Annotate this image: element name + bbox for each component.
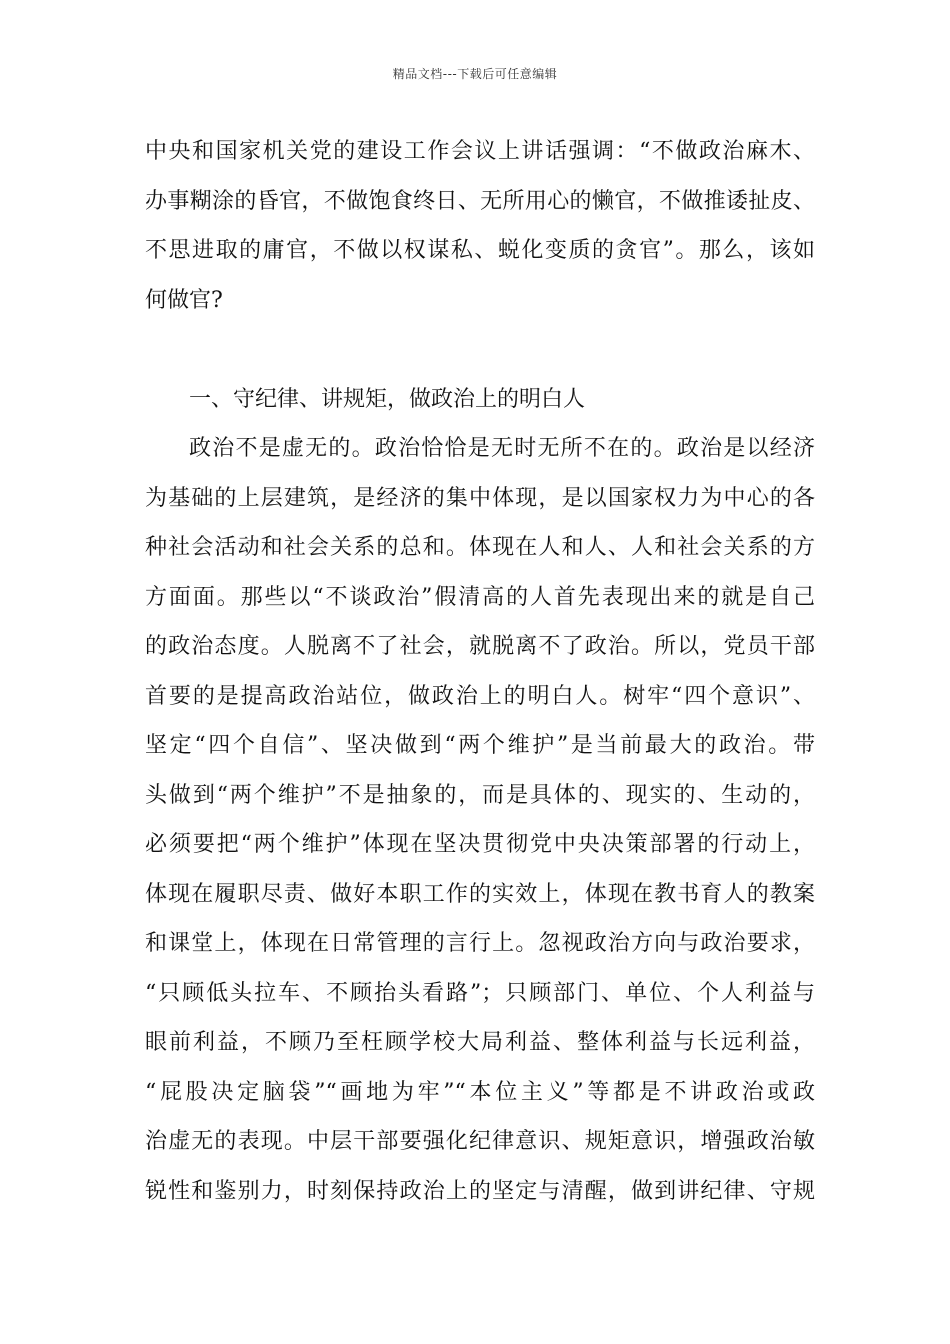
text-line: 为基础的上层建筑，是经济的集中体现，是以国家权力为中心的各 <box>145 485 815 511</box>
text-line: 必须要把“两个维护”体现在坚决贯彻党中央决策部署的行动上， <box>145 832 815 857</box>
text-line: 办事糊涂的昏官，不做饱食终日、无所用心的懒官，不做推诿扯皮、 <box>145 188 815 214</box>
text-line: “只顾低头拉车、不顾抬头看路”；只顾部门、单位、个人利益与 <box>145 980 815 1006</box>
text-line: 中央和国家机关党的建设工作会议上讲话强调：“不做政治麻木、 <box>145 139 815 164</box>
text-line: 体现在履职尽责、做好本职工作的实效上，体现在教书育人的教案 <box>145 881 815 907</box>
paragraph-intro <box>145 127 815 325</box>
paragraph-politics <box>145 424 815 1216</box>
text-line: 不思进取的庸官，不做以权谋私、蜕化变质的贪官”。那么，该如 <box>145 238 815 263</box>
paragraph-gap <box>145 325 815 375</box>
page-header: 精品文档---下载后可任意编辑 <box>392 67 558 81</box>
text-line: 何做官? <box>145 287 223 313</box>
text-line: “屁股决定脑袋”“画地为牢”“本位主义”等都是不讲政治或政 <box>145 1079 815 1105</box>
text-line: 的政治态度。人脱离不了社会，就脱离不了政治。所以，党员干部 <box>145 634 815 659</box>
text-line: 方面面。那些以“不谈政治”假清高的人首先表现出来的就是自己 <box>145 584 815 610</box>
text-line: 政治不是虚无的。政治恰恰是无时无所不在的。政治是以经济 <box>189 436 815 461</box>
text-line: 坚定“四个自信”、坚决做到“两个维护”是当前最大的政治。带 <box>145 733 815 758</box>
section-heading: 一、守纪律、讲规矩，做政治上的明白人 <box>189 386 586 412</box>
text-line: 和课堂上，体现在日常管理的言行上。忽视政治方向与政治要求， <box>145 931 815 956</box>
text-line: 治虚无的表现。中层干部要强化纪律意识、规矩意识，增强政治敏 <box>145 1129 815 1154</box>
text-line: 锐性和鉴别力，时刻保持政治上的坚定与清醒，做到讲纪律、守规 <box>145 1178 815 1204</box>
text-line: 首要的是提高政治站位，做政治上的明白人。树牢“四个意识”、 <box>145 683 815 709</box>
text-line: 眼前利益，不顾乃至枉顾学校大局利益、整体利益与长远利益， <box>145 1030 815 1055</box>
document-body <box>145 127 815 1216</box>
text-line: 头做到“两个维护”不是抽象的，而是具体的、现实的、生动的， <box>145 782 815 808</box>
text-line: 种社会活动和社会关系的总和。体现在人和人、人和社会关系的方 <box>145 535 815 560</box>
